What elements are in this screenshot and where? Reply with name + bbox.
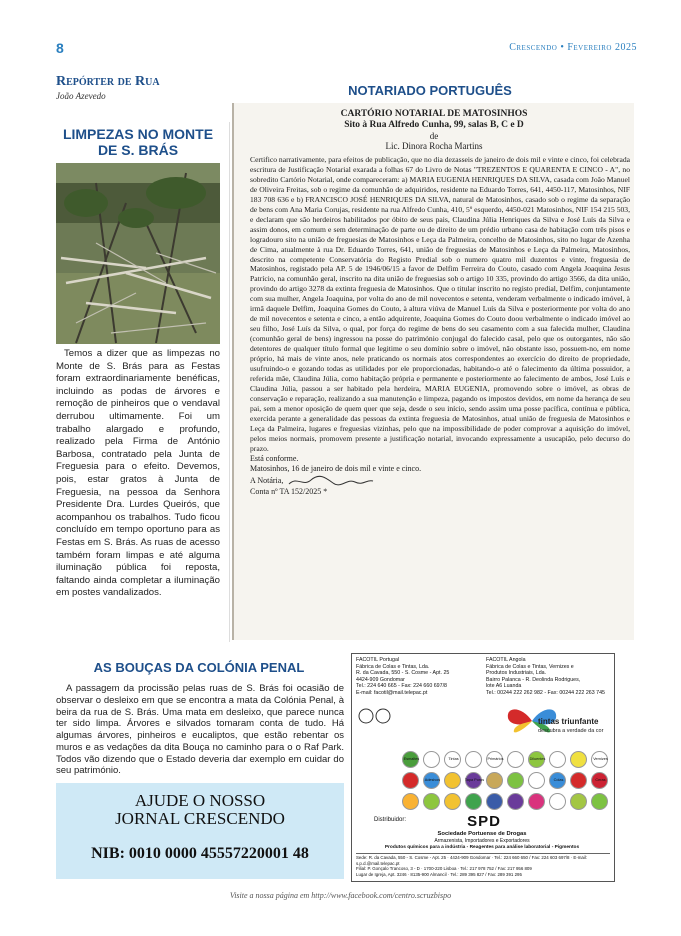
color-swatch [570, 793, 587, 810]
color-swatch [465, 751, 482, 768]
color-swatch [570, 772, 587, 789]
color-swatch [591, 751, 608, 768]
ad-distribuidor: Distribuidor: [374, 817, 407, 823]
notary-certificate [232, 103, 634, 640]
page-number: 8 [56, 40, 64, 56]
notary-certificate-text: Certifico narrativamente, para efeitos de publicação, que no dia dezasseis de janeiro de dois mil e vinte e cinco, foi celebrada escritura de Justificação Notarial exarada a folhas 67 do Livro de Notas "TREZENTOS E QUARENTA E CINCO - A", no sobredito Cartório Notarial, onde compareceram: a) MARIA EUGENIA HENRIQUES DA SILVA, casada com João Manuel de Oliveira Freitas, sob o regime da comunhão de adquiridos, residente na Eduardo Torres, 641, 4450-117, Matosinhos, NIF 183 708 636 e b) FRANCISCO JOSÉ HENRIQUES DA SILVA, natural de Matosinhos, casado sob o regime da separação de bens com Ana Maria Corujas, residente na rua Alfredo Cunha, 410, 5º esquerdo, 4450-021 Matosinhos, NIF 154 215 503, e declaram que são herdeiros habilitados por óbito de seus pais, Claudina Júlia Henriques da Silva e José Luís da Silva e assim donos, em comum e sem determinação de parte ou de direito de um prédio urbano casa de habitação com três pisos e logradouro sito na união de freguesias de Matosinhos e Leça da Palmeira, concelho de Matosinhos, sito no lugar de Azenha de Cima, atualmente à rua Dr. Eduardo Torres, 641, união de freguesias de Matosinhos e Leça da Palmeira, Matosinhos, descrito na competente Conservatória do Registo Predial sob o numero quatro mil duzentos e vinte, freguesia de Matosinhos, registado pela AP. 5 de 1946/06/15 a favor de Delfim Ferreira do Couto, casado com Angela Joaquina Jesus Patrício, na comunhão geral, inscrito na dita união de freguesias sob o artigo 10 335, provindo do artigo 3566, da dita união, provindo do artigo 3278 da extinta freguesia de Matosinhos. Que o titular inscrito no registo predial, Delfim, conjuntamente com sua mulher, Angela Joaquina, por volta do ano de mil novecentos e setenta, venderam verbalmente o indicado imóvel, à irmã daquele Delfim, Joaquina Gomes do Couto, à altura viúva de Manuel Luís da Silva e posteriormente por volta do ano de mil novecentos e setenta e cinco, a então adquirente, Joaquina Gomes do Couto doou verbalmente o indicado imóvel ao seu filho, José Luís da Silva, o qual, por força do regime de bens do seu casamento com a sua falecida mulher, Claudina (comunhão geral de bens) ingressou na posse do património conjugal do falecido casal, pelo que os outorgantes, não são detentores de qualquer título formal que legitime o seu domínio sobre o imóvel, não obstante isso, possuem-no, em nome próprio, há mais de vinte anos, nele praticando os normais atos correspondentes ao exercício do direito de propriedade, usufruindo-o e gozando todas as utilidades por ele proporcionadas, habitando-o até o falecimento da última possuidor, a referida mãe, Claudina Júlia, como habitação própria e permanente e posteriormente ao falecimento de ambos, José Luís e Claudina Júlia, passou a ser habitado pela herdeira, MARIA EUGENIA, promovendo sobre o imóvel, as obras de conservação e reparação, realizando a sua manutenção e limpeza, pagando os impostos devidos, em nome da herança de seu pai, sem a menor oposição de quem quer que seja, desde o seu início, sendo assim uma posse pacífica, contínua e pública, exercida perante a generalidade das pessoas da extinta freguesia de Matosinhos, atual união de freguesia de Matosinhos e Leça da Palmeira, lugares e freguesias vizinhas, pelo que na impossibilidade de poder comprovar a aquisição do imóvel, pelos meios normais, promovem presente a justificação notarial, invocando expressamente a usucapião, pelo decurso do prazo. [250, 155, 630, 453]
swatch-label: Ceras [595, 778, 606, 782]
limpezas-article-body [56, 348, 220, 600]
color-swatch [507, 793, 524, 810]
swatch-label: Colas [553, 778, 564, 782]
color-swatch [549, 793, 566, 810]
boucas-article-title: AS BOUÇAS DA COLÓNIA PENAL [93, 660, 305, 675]
column-divider [229, 122, 230, 642]
spd-subtitle: Armazenista, Importadores e Exportadores [434, 838, 530, 844]
notariado-title: NOTARIADO PORTUGUÊS [348, 83, 512, 98]
swatch-label: Vernizes [593, 757, 608, 761]
color-swatch [507, 772, 524, 789]
notary-address: Sito à Rua Alfredo Cunha, 99, salas B, C e D [344, 120, 524, 130]
color-swatch [464, 772, 485, 789]
certification-seal-icon [358, 708, 392, 724]
notary-date-line: Matosinhos, 16 de janeiro de dois mil e vinte e cinco. [250, 464, 422, 474]
spd-products: Produtos químicos para a indústria - Reagentes para análise laboratorial - Pigmentos [384, 845, 580, 850]
ad-brand: tintas triunfante [538, 717, 599, 726]
color-swatch [486, 772, 503, 789]
notary-label: A Notária, [250, 475, 630, 487]
notary-name: Lic. Dinora Rocha Martins [385, 141, 483, 151]
boucas-article-body [56, 683, 344, 777]
color-swatch [423, 772, 440, 789]
swatch-label: Esmaltes [403, 757, 420, 761]
color-swatch [444, 772, 461, 789]
color-swatch [465, 793, 482, 810]
page-footer: Visite a nossa página em http://www.facebook.com/centro.scruzbispo [229, 891, 452, 900]
color-swatch [528, 751, 545, 768]
color-swatch [444, 793, 461, 810]
color-swatch [549, 751, 566, 768]
swatch-label: Tintas [448, 757, 459, 761]
color-swatch [528, 772, 545, 789]
boucas-paragraph: A passagem da procissão pelas ruas de S. Brás foi ocasião de observar o desleixo em que se encontra a mata da Colónia Penal, à beira da rua de S. Brás. Uma mata em desleixo, que parece nunca ter sido limpa. Árvores e silvados tomaram conta de tudo. Há algumas árvores, pinheiros e eucaliptos, que estão rebentar os muros e as vedações da dita Bouça no caminho para o o Raf Park. Todos vão dizendo que o Estado deveria dar exemplo em cuidar do seu património. [56, 683, 344, 777]
notary-de: de [429, 131, 439, 141]
section-title: Repórter de Rua [56, 74, 160, 89]
color-swatch [402, 751, 419, 768]
color-swatch [507, 751, 524, 768]
spd-logo: SPD [467, 813, 501, 830]
ad-slogan: descubra a verdade da cor [538, 728, 604, 734]
notary-conta: Conta nº TA 152/2025 * [250, 486, 328, 496]
color-swatch [591, 772, 608, 789]
color-swatch [486, 751, 503, 768]
color-swatch-grid [402, 751, 612, 811]
color-swatch [486, 793, 503, 810]
limpezas-article-title: LIMPEZAS NO MONTE DE S. BRÁS [62, 126, 214, 158]
swatch-label: Primários [487, 757, 504, 761]
color-swatch [402, 772, 419, 789]
spd-name: Sociedade Portuense de Drogas [437, 831, 527, 837]
color-swatch [528, 793, 545, 810]
notary-signature-block [250, 454, 630, 498]
swatch-label: Tapa Poros [464, 778, 485, 782]
ad-footer-addresses: Sede: R. da Cavada, 550 - S. Cosme - Apt. 25 · 4424-909 Gondomar · Tel.: 224 660 650 / Fax: 224 603 697/8 · E-mail: s.p.d.@mail.telepac.pt Filial: P. Gonçalo Trancoso, 3 - D · 1700-220 Lisboa · Tel.: 217 978 752 / Fax: 217 956 809 Lugar de Igreja, Apt. 3246 · 8135-900 Almancil · Tel.: 289 395 827 / Fax: 289 391 295 [356, 855, 588, 877]
masthead: Crescendo • Fevereiro 2025 [509, 42, 637, 53]
notary-office: CARTÓRIO NOTARIAL DE MATOSINHOS [340, 109, 528, 119]
donation-heading: AJUDE O NOSSO JORNAL CRESCENDO [115, 791, 285, 828]
handwritten-signature [285, 475, 375, 487]
color-swatch [402, 793, 419, 810]
color-swatch [423, 793, 440, 810]
color-swatch [423, 751, 440, 768]
swatch-label: Adesivos [424, 778, 441, 782]
limpezas-paragraph: Temos a dizer que as limpezas no Monte de S. Brás para as Festas foram extraordinariamente benéficas, incluindo as podas de árvores e remoção de pinheiros que o vendaval derrubou ultimamente. Foi um trabalho alargado e profundo, realizado pela Firma de António Barbosa, contratado pela Junta de Freguesia para o efeito. Devemos, pois, estar gratos à Junta de Freguesia, na pessoa da Senhora Presidente Dra. Lurdes Queirós, que acompanhou os trabalhos. Tudo ficou concluído em tempo oportuno para as Festas em S. Brás. As ruas de acesso também foram limpas e até alguma iluminação pública foi reposta, faltando ainda completar a iluminação em postes vandalizados. [56, 348, 220, 599]
section-author: João Azevedo [56, 91, 106, 101]
nib-number: NIB: 0010 0000 45557220001 48 [91, 845, 309, 862]
swatch-label: Diluentes [529, 757, 546, 761]
iso-certification-badges [358, 708, 392, 728]
ad-facotil-angola: FACOTIL Angola Fábrica de Colas e Tintas, Vernizes e Produtos Industriais, Lda. Bairro Palanca - R. Deolinda Rodrigues, lote A6 Luanda Tel.: 00244 222 262 982 - Fax: 00244 222 263 745 [486, 657, 605, 696]
forest-clearing-image [56, 163, 220, 344]
color-swatch [444, 751, 461, 768]
monte-sao-bras-photo [56, 163, 220, 344]
facotil-advertisement [351, 653, 615, 882]
ad-footer-rule [356, 853, 610, 854]
color-swatch [549, 772, 566, 789]
notary-conforme: Está conforme. [250, 453, 299, 463]
color-swatch [570, 751, 587, 768]
color-swatch [591, 793, 608, 810]
ad-facotil-portugal: FACOTIL Portugal Fábrica de Colas e Tintas, Lda. R. da Cavada, 550 - S. Cosme - Apt. 25 4424-909 Gondomar Tel.: 224 640 665 - Fax: 224 660 697/8 E-mail: facotil@mail.telepac.pt [356, 657, 450, 696]
